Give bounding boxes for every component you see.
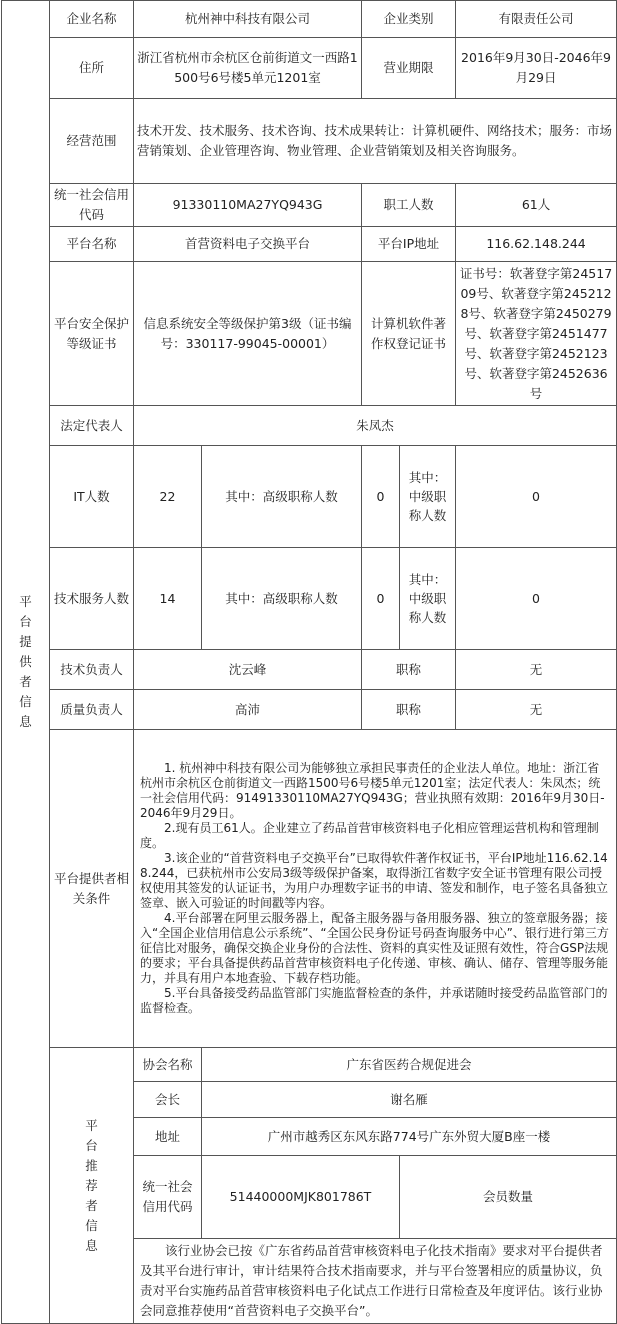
assoc-address-label: 地址 (134, 1118, 202, 1156)
condition-item: 5.平台具备接受药品监管部门实施监督检查的条件，并承诺随时接受药品监管部门的监督检查。 (140, 986, 608, 1015)
recommender-section-label: 平台推荐者信息 (50, 1048, 134, 1324)
it-mid-value: 0 (456, 446, 617, 548)
credit-code-value: 91330110MA27YQ943G (134, 184, 362, 227)
assoc-name-value: 广东省医药合规促进会 (202, 1048, 617, 1082)
quality-lead-title-label: 职称 (362, 690, 456, 730)
assoc-credit-code-label: 统一社会信用代码 (134, 1156, 202, 1239)
company-type-value: 有限责任公司 (456, 1, 617, 38)
business-term-value: 2016年9月30日-2046年9月29日 (456, 38, 617, 99)
it-staff-value: 22 (134, 446, 202, 548)
assoc-name-label: 协会名称 (134, 1048, 202, 1082)
members-label: 会员数量 (400, 1156, 617, 1239)
tech-staff-value: 14 (134, 548, 202, 650)
business-term-label: 营业期限 (362, 38, 456, 99)
condition-item: 2.现有员工61人。企业建立了药品首营审核资料电子化相应管理运营机构和管理制度。 (140, 821, 599, 850)
software-cert-label: 计算机软件著作权登记证书 (362, 262, 456, 406)
software-cert-value: 证书号：软著登字第2451709号、软著登字第2452128号、软著登字第2450279号、软著登字第2451477号、软著登字第2452123号、软著登字第2452636号 (456, 262, 617, 406)
platform-ip-label: 平台IP地址 (362, 227, 456, 262)
it-senior-value: 0 (362, 446, 400, 548)
scope-label: 经营范围 (50, 99, 134, 184)
it-mid-label: 其中：中级职称人数 (400, 446, 456, 548)
employees-value: 61人 (456, 184, 617, 227)
assoc-address-value: 广州市越秀区东风东路774号广东外贸大厦B座一楼 (202, 1118, 617, 1156)
platform-name-value: 首营资料电子交换平台 (134, 227, 362, 262)
president-value: 谢名雁 (202, 1082, 617, 1118)
address-label: 住所 (50, 38, 134, 99)
quality-lead-title-value: 无 (456, 690, 617, 730)
tech-mid-label: 其中：中级职称人数 (400, 548, 456, 650)
company-type-label: 企业类别 (362, 1, 456, 38)
provider-section-label: 平台提供者信息 (2, 1, 50, 1324)
tech-lead-value: 沈云峰 (134, 650, 362, 690)
tech-mid-value: 0 (456, 548, 617, 650)
platform-name-label: 平台名称 (50, 227, 134, 262)
address-value: 浙江省杭州市余杭区仓前街道文一西路1500号6号楼5单元1201室 (134, 38, 362, 99)
security-cert-label: 平台安全保护等级证书 (50, 262, 134, 406)
tech-lead-label: 技术负责人 (50, 650, 134, 690)
conditions-text (134, 730, 617, 1048)
company-name-value: 杭州神中科技有限公司 (134, 1, 362, 38)
president-label: 会长 (134, 1082, 202, 1118)
tech-lead-title-label: 职称 (362, 650, 456, 690)
tech-senior-value: 0 (362, 548, 400, 650)
security-cert-value: 信息系统安全等级保护第3级（证书编号：330117-99045-00001） (134, 262, 362, 406)
quality-lead-label: 质量负责人 (50, 690, 134, 730)
legal-rep-label: 法定代表人 (50, 406, 134, 446)
conditions-label: 平台提供者相关条件 (50, 730, 134, 1048)
platform-ip-value: 116.62.148.244 (456, 227, 617, 262)
recommendation-statement: 该行业协会已按《广东省药品首营审核资料电子化技术指南》要求对平台提供者及其平台进行审计，审计结果符合技术指南要求，并与平台签署相应的质量协议，负责对平台实施药品首营审核资料电子化试点工作进行日常检查及年度评估。该行业协会同意推荐使用“首营资料电子交换平台”。 (134, 1239, 617, 1324)
it-staff-label: IT人数 (50, 446, 134, 548)
condition-item: 3.该企业的“首营资料电子交换平台”已取得软件著作权证书，平台IP地址116.62.148.244，已获杭州市公安局3级等级保护备案，取得浙江省数字安全证书管理有限公司授权使用其签发的认证证书，为用户办理数字证书的申请、签发和制作，电子签名具备独立签章、嵌入可验证的时间戳等内容。 (140, 851, 609, 910)
quality-lead-value: 高沛 (134, 690, 362, 730)
it-senior-label: 其中：高级职称人数 (202, 446, 362, 548)
assoc-credit-code-value: 51440000MJK801786T (202, 1156, 400, 1239)
condition-item: 4.平台部署在阿里云服务器上，配备主服务器与备用服务器、独立的签章服务器；接入“全国企业信用信息公示系统”、“全国公民身份证号码查询服务中心”、银行进行第三方征信比对服务，确保交换企业身份的合法性、资料的真实性及证照有效性，符合GSP法规的要求；平台具备提供药品首营审核资料电子化传递、审核、确认、储存、管理等服务能力，并具有用户本地查验、下载存档功能。 (140, 911, 609, 985)
info-table (1, 0, 617, 1324)
condition-item: 1. 杭州神中科技有限公司为能够独立承担民事责任的企业法人单位。地址：浙江省杭州市余杭区仓前街道文一西路1500号6号楼5单元1201室；法定代表人：朱凤杰；统一社会信用代码：91491330110MA27YQ943G；营业执照有效期：2016年9月30日-2046年9月29日。 (140, 761, 605, 820)
tech-lead-title-value: 无 (456, 650, 617, 690)
legal-rep-value: 朱凤杰 (134, 406, 617, 446)
tech-senior-label: 其中：高级职称人数 (202, 548, 362, 650)
credit-code-label: 统一社会信用代码 (50, 184, 134, 227)
employees-label: 职工人数 (362, 184, 456, 227)
tech-staff-label: 技术服务人数 (50, 548, 134, 650)
company-name-label: 企业名称 (50, 1, 134, 38)
scope-value: 技术开发、技术服务、技术咨询、技术成果转让：计算机硬件、网络技术；服务：市场营销策划、企业管理咨询、物业管理、企业营销策划及相关咨询服务。 (134, 99, 617, 184)
